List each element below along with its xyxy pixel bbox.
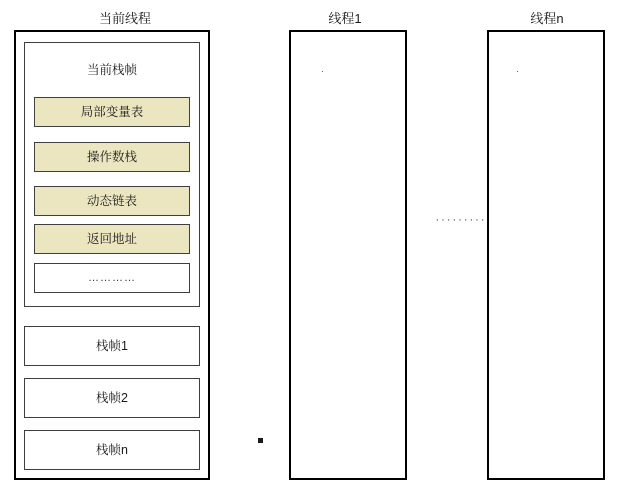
title-thread-1: 线程1 xyxy=(328,11,362,26)
title-current-thread: 当前线程 xyxy=(98,11,151,26)
thread-n-stack-box xyxy=(487,30,605,480)
stack-frame-n: 栈帧n xyxy=(24,430,200,470)
gap-dot xyxy=(258,438,263,443)
local-variable-table-cell: 局部变量表 xyxy=(34,97,190,127)
thread-n-mark: · xyxy=(516,66,519,76)
stack-frame-1: 栈帧1 xyxy=(24,326,200,366)
stack-frame-2: 栈帧2 xyxy=(24,378,200,418)
return-address-cell: 返回地址 xyxy=(34,224,190,254)
title-thread-n: 线程n xyxy=(530,11,564,26)
more-parts-cell: ………… xyxy=(34,263,190,293)
dynamic-link-cell: 动态链表 xyxy=(34,186,190,216)
thread-1-mark: · xyxy=(321,66,324,76)
operand-stack-cell: 操作数栈 xyxy=(34,142,190,172)
thread-1-stack-box xyxy=(289,30,407,480)
between-threads-dots: ········· xyxy=(435,214,487,226)
current-frame-label: 当前栈帧 xyxy=(86,63,137,77)
